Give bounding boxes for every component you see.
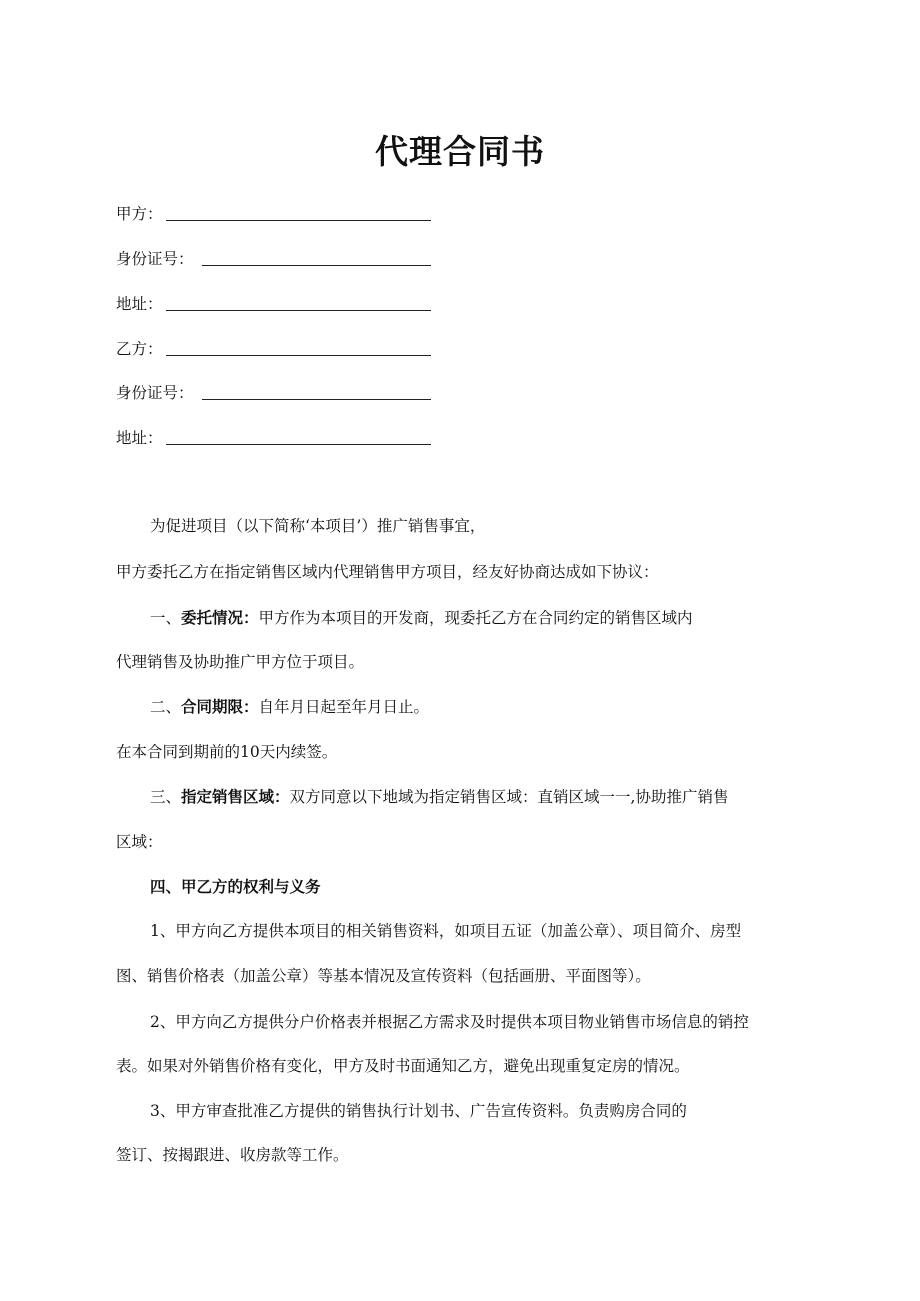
party-b-address-field <box>116 425 163 451</box>
intro-line-1: 为促进项目（以下简称‘本项目’）推广销售事宜， <box>150 517 486 535</box>
clause-2-line-1: 2、甲方向乙方提供分户价格表并根据乙方需求及时提供本项目物业销售市场信息的销控 <box>150 1013 749 1031</box>
party-b-label: 乙方： <box>116 340 163 358</box>
section-1 <box>150 604 693 632</box>
clause-1-line-1: 1、甲方向乙方提供本项目的相关销售资料，如项目五证（加盖公章）、项目简介、房型 <box>150 922 742 940</box>
party-b-address-blank <box>166 444 431 445</box>
section-3-prefix: 三、 <box>150 788 182 806</box>
section-3-continued: 区域： <box>116 833 163 851</box>
party-a-label: 甲方： <box>116 205 163 223</box>
section-1-prefix: 一、 <box>150 609 182 627</box>
section-2-text: 自年月日起至年月日止。 <box>258 698 430 716</box>
clause-1-line-2: 图、销售价格表（加盖公章）等基本情况及宣传资料（包括画册、平面图等）。 <box>116 967 651 985</box>
party-b-address-label: 地址： <box>116 429 163 447</box>
party-b-id-blank <box>202 399 431 400</box>
party-a-id-label: 身份证号： <box>116 250 194 268</box>
intro-line-2: 甲方委托乙方在指定销售区域内代理销售甲方项目，经友好协商达成如下协议： <box>116 563 659 581</box>
section-3 <box>150 783 728 811</box>
party-a-field <box>116 201 163 227</box>
party-a-address-field <box>116 291 163 317</box>
party-a-id-blank <box>202 265 431 266</box>
section-2-continued: 在本合同到期前的10天内续签。 <box>116 743 338 761</box>
party-b-id-label: 身份证号： <box>116 384 194 402</box>
section-1-continued: 代理销售及协助推广甲方位于项目。 <box>116 653 365 671</box>
clause-3-line-1: 3、甲方审查批准乙方提供的销售执行计划书、广告宣传资料。负责购房合同的 <box>150 1102 687 1120</box>
clause-2-line-2: 表。如果对外销售价格有变化，甲方及时书面通知乙方，避免出现重复定房的情况。 <box>116 1057 690 1075</box>
party-a-blank <box>166 220 431 221</box>
clause-3-line-2: 签订、按揭跟进、收房款等工作。 <box>116 1146 349 1164</box>
party-a-address-blank <box>166 310 431 311</box>
section-2 <box>150 693 429 721</box>
section-4-heading: 四、甲乙方的权利与义务 <box>150 878 321 896</box>
section-3-heading: 指定销售区域： <box>181 788 290 806</box>
party-a-id-field <box>116 246 194 272</box>
section-3-text: 双方同意以下地域为指定销售区域：直销区域一一,协助推广销售 <box>289 788 729 806</box>
document-title: 代理合同书 <box>375 132 545 171</box>
party-b-field <box>116 336 163 362</box>
section-2-heading: 合同期限： <box>181 698 259 716</box>
party-a-address-label: 地址： <box>116 295 163 313</box>
section-2-prefix: 二、 <box>150 698 182 716</box>
section-1-heading: 委托情况： <box>181 609 259 627</box>
party-b-id-field <box>116 380 194 406</box>
party-b-blank <box>166 355 431 356</box>
section-1-text: 甲方作为本项目的开发商，现委托乙方在合同约定的销售区域内 <box>258 609 693 627</box>
